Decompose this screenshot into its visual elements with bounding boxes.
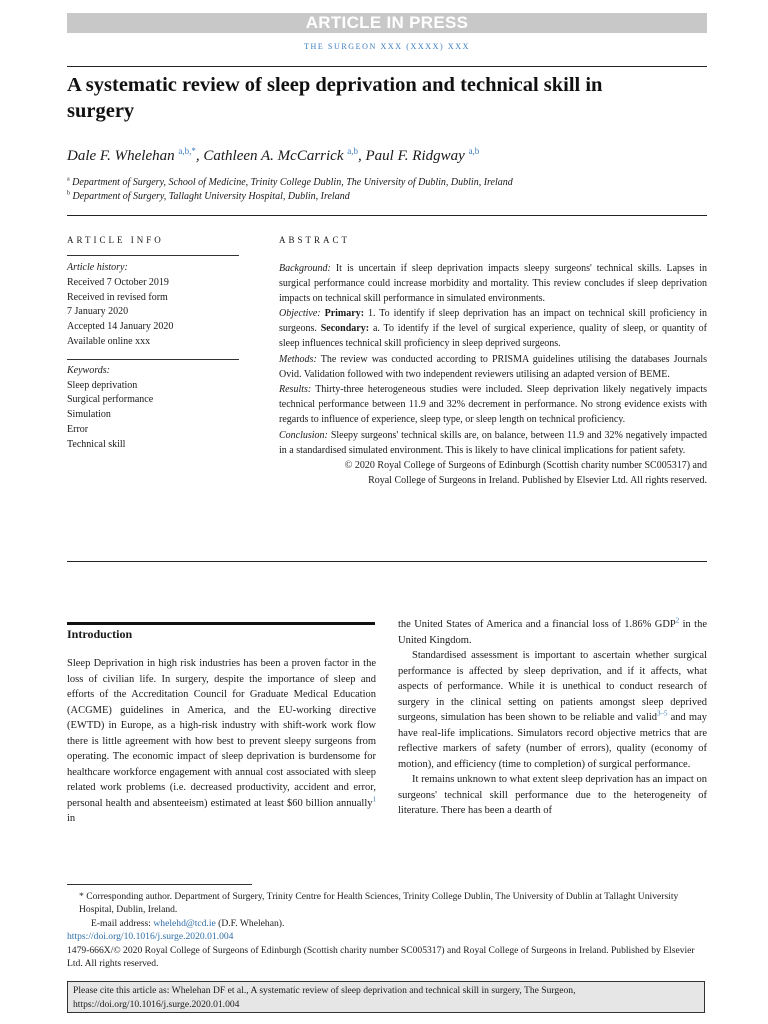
keyword: Technical skill [67, 438, 126, 450]
article-title: A systematic review of sleep deprivation and technical skill in surgery [67, 74, 603, 122]
introduction-rule [67, 622, 375, 625]
paragraph-text: Sleep Deprivation in high risk industries has been a proven factor in the loss of civilian life. In surgery, despite the importance of sleep and efforts of the Accreditation Council for Graduate Medical Education (ACGME) guidelines in America, and the EU-working directive (EWTD) in Europe, as a high-risk industry with shift-work work flow there is little agreement with how best to prevent sleepy surgeons from operating. The economic impact of sleep deprivation is burdensome for healthcare workforce engagement with annual cost associated with sleep related work problems (i.e. decreased productivity, accident and error, personal health and absenteeism) estimated at least $60 billion annually [67, 658, 376, 809]
intro-paragraph [398, 772, 707, 819]
footnote-rule [67, 884, 252, 885]
keywords-label: Keywords: [67, 364, 110, 376]
history-item: Received 7 October 2019 [67, 276, 169, 288]
paragraph-text: in [67, 813, 76, 824]
abstract-methods [279, 353, 707, 383]
abstract-heading: ABSTRACT [279, 235, 351, 245]
intro-paragraph [67, 656, 376, 827]
author-name[interactable]: Paul F. Ridgway [365, 148, 465, 164]
email-link[interactable]: whelehd@tcd.ie [153, 917, 216, 929]
history-label: Article history: [67, 262, 128, 273]
paragraph-text: Standardised assessment is important to ascertain whether surgical performance is affected by sleep deprivation, and if it affects, what aspects of performance. While it is unethical to conduct research of surgery in the clinical setting on patients amongst sleep deprived surgeons, simulation has been shown to be reliable and valid [398, 650, 707, 723]
header-rule [67, 66, 707, 67]
author-affiliation-mark[interactable]: a,b,* [178, 146, 196, 156]
abstract-text: 1. To identify if sleep deprivation has an impact on technical skill proficiency in surgeons. [279, 308, 707, 335]
article-info-heading: ARTICLE INFO [67, 235, 164, 245]
author-list [67, 148, 707, 165]
issn-copyright: 1479-666X/© 2020 Royal College of Surgeons of Edinburgh (Scottish charity number SC005317) and Royal College of Surgeons in Ireland. Published by Elsevier Ltd. All rights reserved. [67, 944, 695, 970]
history-item: Available online xxx [67, 335, 151, 347]
author-affiliation-mark[interactable]: a,b [468, 146, 480, 156]
paragraph-text: the United States of America and a financial loss of 1.86% GDP [398, 619, 676, 630]
abstract-text: Thirty-three heterogeneous studies were included. Sleep deprivation likely negatively impacts technical performance between 11.9 and 32% decrement in performance. No strong evidence exists with regards to influence of experience, sleep type, or sleep length on technical proficiency. [279, 384, 707, 425]
corresponding-author-note: * Corresponding author. Department of Surgery, Trinity Centre for Health Sciences, Trinity College Dublin, The University of Dublin at Tallaght University Hospital, Dublin, Ireland. [79, 891, 679, 916]
copyright-line: © 2020 Royal College of Surgeons of Edinburgh (Scottish charity number SC005317) and [344, 460, 707, 472]
reference-link[interactable]: 3–5 [657, 709, 668, 718]
article-in-press-banner: ARTICLE IN PRESS [67, 13, 707, 33]
affiliation-text: Department of Surgery, School of Medicine, Trinity College Dublin, The University of Dublin, Dublin, Ireland [72, 177, 513, 188]
abstract-text: The review was conducted according to PRISMA guidelines utilising the databases Journals Ovid. Validation followed with two independent reviewers utilising an adapted version of BEME. [279, 353, 707, 380]
keyword: Surgical performance [67, 394, 154, 406]
introduction-heading: Introduction [67, 627, 133, 641]
affiliation-a [67, 177, 707, 188]
intro-paragraph [398, 648, 707, 772]
email-line [67, 917, 707, 930]
keyword: Error [67, 423, 89, 435]
abstract-objective [279, 307, 707, 351]
primary-label: Primary: [324, 308, 365, 320]
history-item: Accepted 14 January 2020 [67, 321, 174, 333]
abstract-label: Methods: [279, 353, 317, 365]
paragraph-text: It remains unknown to what extent sleep deprivation has an impact on surgeons' technical skill performance due to the heterogeneity of literature. There has been a dearth of [398, 774, 707, 816]
abstract-label: Results: [279, 384, 312, 396]
author-name[interactable]: Cathleen A. McCarrick [203, 148, 344, 164]
abstract-label: Conclusion: [279, 429, 328, 441]
abstract-conclusion [279, 429, 707, 459]
author-separator: , [358, 148, 366, 164]
doi-link[interactable]: https://doi.org/10.1016/j.surge.2020.01.004 [67, 931, 234, 943]
keyword: Sleep deprivation [67, 379, 138, 391]
body-column-right [398, 617, 707, 819]
email-owner: (D.F. Whelehan). [218, 917, 285, 929]
copyright-line: Royal College of Surgeons in Ireland. Published by Elsevier Ltd. All rights reserved. [368, 475, 707, 487]
email-label: E-mail address: [91, 917, 151, 929]
history-item: 7 January 2020 [67, 306, 129, 318]
abstract-label: Background: [279, 263, 331, 274]
abstract-background [279, 262, 707, 306]
abstract-results [279, 383, 707, 427]
citation-box: Please cite this article as: Whelehan DF et al., A systematic review of sleep deprivation and technical skill in surgery, The Surgeon, https://doi.org/10.1016/j.surge.2020.01.004 [67, 981, 705, 1013]
abstract-text: Sleepy surgeons' technical skills are, on balance, between 11.9 and 32% negatively impacted in a standardised simulated environment. This is likely to have clinical implications for patient safety. [279, 429, 708, 456]
reference-link[interactable]: 1 [372, 795, 376, 803]
affiliation-mark: b [67, 190, 70, 197]
abstract-text: a. To identify if the level of surgical experience, quality of sleep, or quantity of sleep influences technical skill proficiency in sleep deprived surgeons. [279, 323, 708, 349]
abstract-text: It is uncertain if sleep deprivation impacts sleepy surgeons' technical skills. Lapses in surgical performance could increase morbidity and mortality. This review concludes if sleep deprivation impacts on technical skill performance in simulated environments. [279, 263, 707, 304]
intro-paragraph [398, 617, 707, 648]
footnotes [67, 890, 707, 970]
journal-line[interactable]: THE SURGEON XXX (XXXX) XXX [303, 42, 471, 51]
abstract-end-rule [67, 561, 707, 562]
author-affiliation-mark[interactable]: a,b [347, 146, 358, 156]
affiliation-mark: a [67, 176, 70, 183]
history-item: Received in revised form [67, 291, 168, 303]
abstract-label: Objective: [279, 308, 321, 320]
abstract-body [279, 262, 707, 490]
reference-link[interactable]: 2 [675, 616, 680, 625]
paragraph-text: in the United Kingdom. [398, 619, 708, 646]
article-info [67, 256, 239, 453]
secondary-label: Secondary: [320, 323, 370, 335]
body-column-left [67, 656, 376, 827]
section-rule [67, 215, 707, 216]
affiliation-b [67, 191, 707, 202]
affiliation-text: Department of Surgery, Tallaght University Hospital, Dublin, Ireland [72, 191, 350, 202]
paragraph-text: and may have real-life implications. Simulators record objective metrics that are reflective markers of safety (number of errors), quality (economy of motion), and efficiency (time to completion) of surgical performance. [398, 712, 707, 770]
author-separator: , [195, 148, 204, 164]
abstract-copyright [279, 459, 707, 489]
author-name[interactable]: Dale F. Whelehan [67, 148, 175, 164]
keywords-rule [67, 359, 239, 360]
keyword: Simulation [67, 409, 111, 421]
